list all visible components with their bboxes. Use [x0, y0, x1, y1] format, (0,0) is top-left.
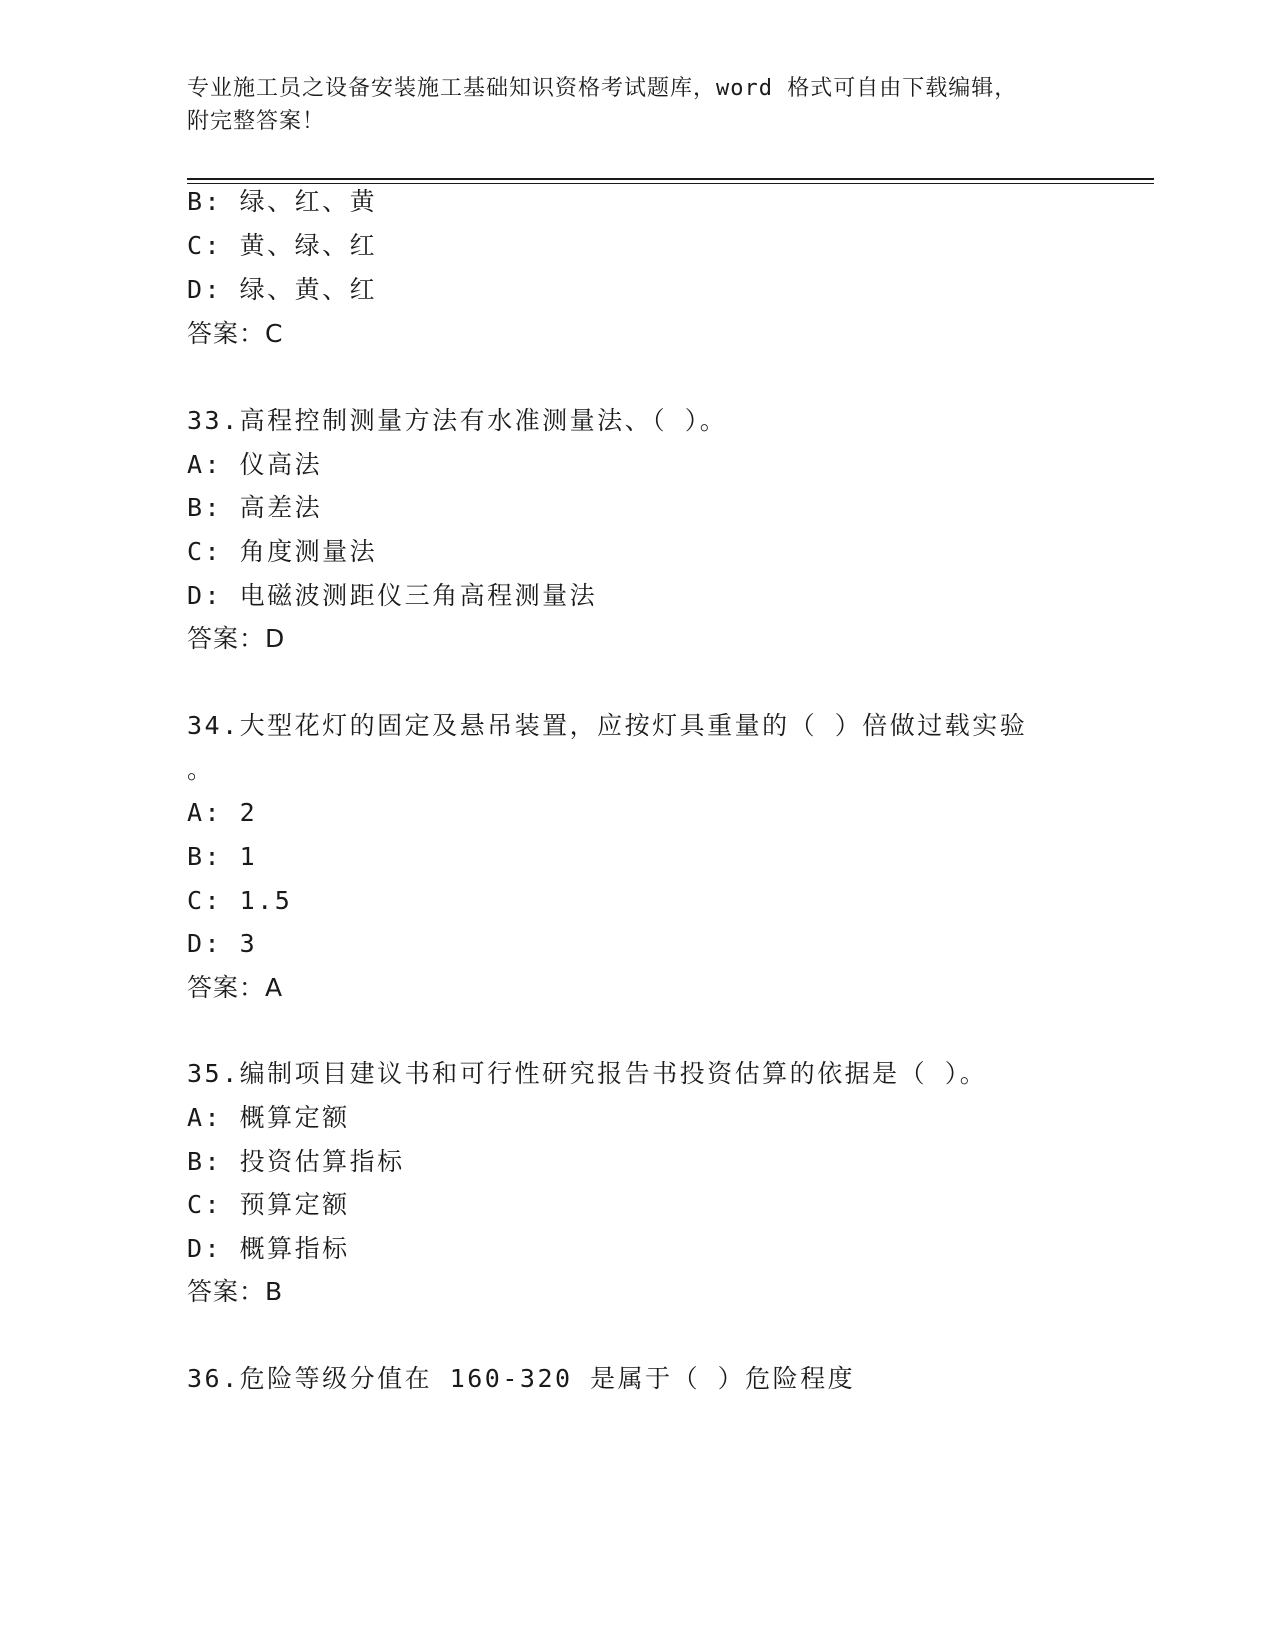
header-divider-thin: [187, 183, 1154, 184]
q33-answer: 答案：D: [187, 624, 286, 653]
q33-stem: 33.高程控制测量方法有水准测量法、（ ）。: [187, 406, 728, 435]
q32-option-c: C: 黄、绿、红: [187, 231, 378, 260]
q35-option-b: B: 投资估算指标: [187, 1147, 405, 1176]
header-line-1: 专业施工员之设备安装施工基础知识资格考试题库，word 格式可自由下载编辑，: [187, 76, 1018, 101]
q36-stem: 36.危险等级分值在 160-320 是属于（ ）危险程度: [187, 1364, 856, 1393]
q34-answer: 答案：A: [187, 973, 284, 1002]
q33-option-a: A: 仪高法: [187, 450, 323, 479]
q35-option-a: A: 概算定额: [187, 1103, 350, 1132]
q34-stem-continuation: 。: [187, 755, 215, 784]
q34-option-d: D: 3: [187, 929, 258, 958]
q33-option-b: B: 高差法: [187, 493, 323, 522]
document-header: [187, 72, 1087, 138]
header-line-2: 附完整答案！: [187, 109, 326, 134]
q35-option-c: C: 预算定额: [187, 1190, 350, 1219]
q32-answer: 答案：C: [187, 319, 284, 348]
q34-option-b: B: 1: [187, 842, 258, 871]
q33-option-c: C: 角度测量法: [187, 537, 378, 566]
header-divider-thick: [187, 178, 1154, 180]
q34-stem: 34.大型花灯的固定及悬吊装置，应按灯具重量的（ ）倍做过载实验: [187, 711, 1028, 740]
q34-option-c: C: 1.5: [187, 886, 293, 915]
q32-option-b: B: 绿、红、黄: [187, 187, 378, 216]
q33-option-d: D: 电磁波测距仪三角高程测量法: [187, 581, 598, 610]
q35-stem: 35.编制项目建议书和可行性研究报告书投资估算的依据是（ ）。: [187, 1059, 988, 1088]
q34-option-a: A: 2: [187, 798, 258, 827]
q32-option-d: D: 绿、黄、红: [187, 275, 378, 304]
q35-option-d: D: 概算指标: [187, 1234, 350, 1263]
q35-answer: 答案：B: [187, 1277, 284, 1306]
